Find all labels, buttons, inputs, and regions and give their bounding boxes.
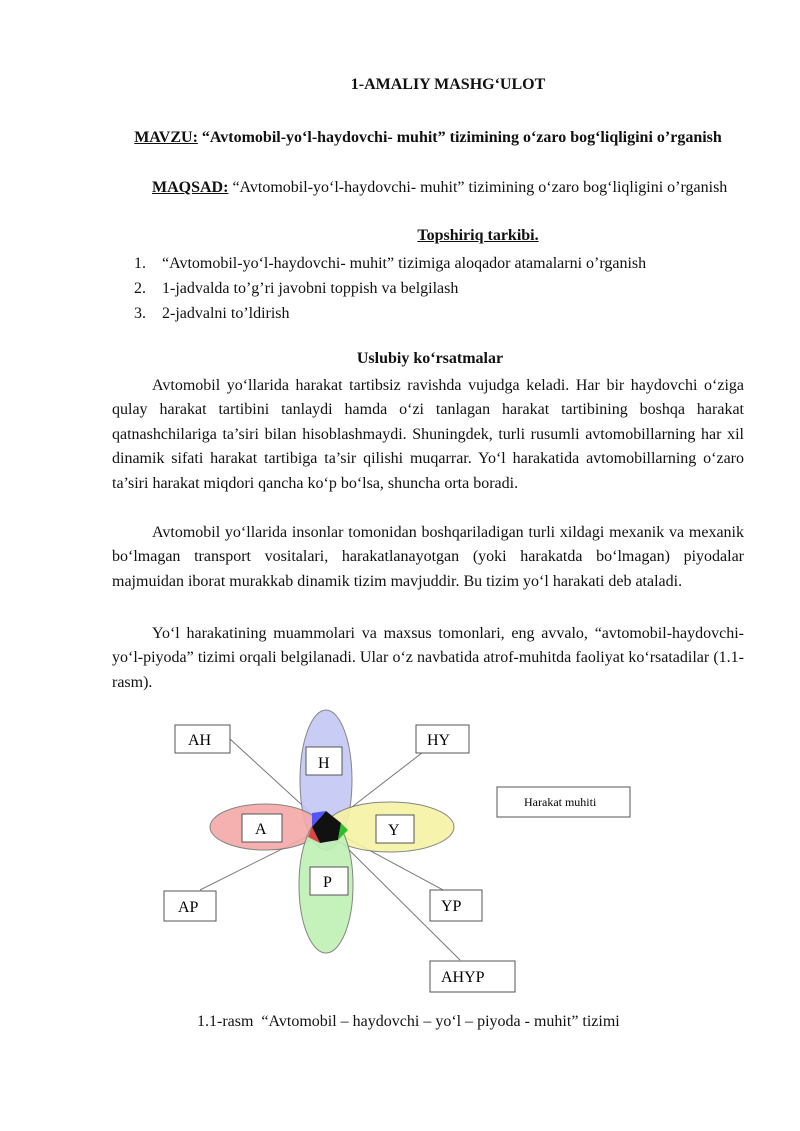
page-title: 1-AMALIY MASHG‘ULOT — [350, 76, 546, 93]
goal-label: MAQSAD: — [152, 179, 229, 196]
list-number: 3. — [134, 305, 146, 322]
list-number: 2. — [134, 280, 146, 297]
list-text: 1-jadvalda to’g’ri javobni toppish va belgilash — [162, 280, 459, 297]
list-text: “Avtomobil-yo‘l-haydovchi- muhit” tizimiga aloqador atamalarni o’rganish — [162, 255, 647, 272]
task-list — [134, 251, 646, 326]
method-heading: Uslubiy ko‘rsatmalar — [356, 350, 504, 367]
goal-paragraph — [112, 176, 744, 200]
list-item — [134, 301, 646, 326]
label-h: H — [318, 755, 330, 772]
label-environment: Harakat muhiti — [524, 795, 597, 809]
list-item — [134, 251, 646, 276]
list-number: 1. — [134, 255, 146, 272]
paragraph-1: Avtomobil yo‘llarida harakat tartibsiz ravishda vujudga keladi. Har bir haydovchi o‘ziga qulay harakat tartibini tanlaydi hamda o‘zi tanlagan harakat tartibining boshqa harakat qatnashchilariga ta’siri bilan hisoblashmaydi. Shuningdek, turli rusumli avtomobillarning har xil dinamik sifati harakat tartibiga ta’sir qilishi muqarrar. Yo‘l harakatida avtomobillarning o‘zaro ta’siri harakat miqdori qancha ko‘p bo‘lsa, shuncha orta boradi. — [112, 377, 744, 492]
label-a: A — [255, 821, 267, 838]
paragraph-3: Yo‘l harakatining muammolari va maxsus tomonlari, eng avvalo, “avtomobil-haydovchi-yo‘l-piyoda” tizimi orqali belgilanadi. Ular o‘z navbatida atrof-muhitda faoliyat ko‘rsatadilar (1.1- rasm). — [112, 625, 744, 691]
task-heading: Topshiriq tarkibi. — [417, 227, 539, 244]
system-diagram — [150, 705, 650, 1005]
label-ah: AH — [188, 732, 212, 749]
topic-label: MAVZU: — [134, 129, 198, 146]
paragraph-2: Avtomobil yo‘llarida insonlar tomonidan boshqariladigan turli xildagi mexanik va mexanik bo‘lmagan transport vositalari, harakatlanayotgan (yoki harakatda bo‘lmagan) piyodalar majmuidan iborat murakkab dinamik tizim mavjuddir. Bu tizim yo‘l harakati deb ataladi. — [112, 524, 744, 590]
topic-line — [112, 126, 744, 150]
list-text: 2-jadvalni to’ldirish — [162, 305, 290, 322]
list-item — [134, 276, 646, 301]
label-y: Y — [388, 822, 400, 839]
figure-caption: 1.1-rasm “Avtomobil – haydovchi – yo‘l – piyoda - muhit” tizimi — [197, 1013, 620, 1030]
topic-text: “Avtomobil-yo‘l-haydovchi- muhit” tizimining o‘zaro bog‘liqligini o’rganish — [197, 129, 722, 146]
label-yp: YP — [441, 898, 462, 915]
label-p: P — [323, 874, 332, 891]
goal-text: “Avtomobil-yo‘l-haydovchi- muhit” tizimining o‘zaro bog‘liqligini o’rganish — [228, 179, 728, 196]
label-ap: AP — [178, 899, 199, 916]
label-ahyp: AHYP — [441, 969, 485, 986]
label-hy: HY — [427, 732, 451, 749]
